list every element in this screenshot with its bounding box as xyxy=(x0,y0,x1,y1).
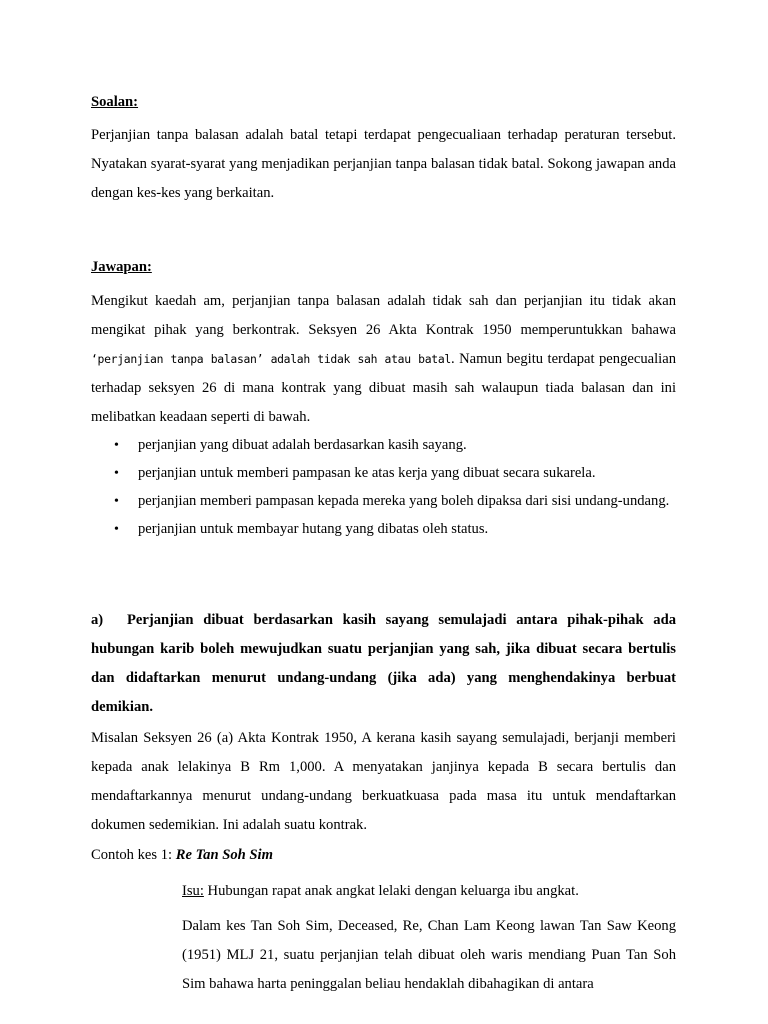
isu-label: Isu: xyxy=(182,883,204,899)
soalan-heading: Soalan: xyxy=(91,94,139,110)
case-label: Contoh kes 1: xyxy=(91,847,176,863)
list-item xyxy=(91,516,676,543)
case-1-line xyxy=(91,841,676,870)
intro-text-before: Mengikut kaedah am, perjanjian tanpa balasan adalah tidak sah dan perjanjian itu tidak akan mengikat pihak yang berkontrak. Seksyen 26 Akta Kontrak 1950 memperuntukkan bahawa xyxy=(91,293,676,338)
soalan-text: Perjanjian tanpa balasan adalah batal tetapi terdapat pengecualiaan terhadap peraturan tersebut. Nyatakan syarat-syarat yang menjadikan perjanjian tanpa balasan tidak batal. Sokong jawapan anda dengan kes-kes yang berkaitan. xyxy=(91,127,676,201)
list-item xyxy=(91,432,676,459)
intro-quote: ‘perjanjian tanpa balasan’ adalah tidak sah atau batal xyxy=(91,352,451,366)
list-item xyxy=(91,488,676,515)
jawapan-intro xyxy=(91,287,676,432)
intro-text-after: . Namun begitu terdapat pengecualian terhadap seksyen 26 di mana kontrak yang dibuat masih sah walaupun tiada balasan dan ini melibatkan keadaan seperti di bawah. xyxy=(91,351,676,425)
case-description: Dalam kes Tan Soh Sim, Deceased, Re, Chan Lam Keong lawan Tan Saw Keong (1951) MLJ 21, suatu perjanjian telah dibuat oleh waris mendiang Puan Tan Soh Sim bahawa harta peninggalan beliau hendaklah dibahagikan di antara xyxy=(182,918,676,992)
section-a-heading-text: Perjanjian dibuat berdasarkan kasih sayang semulajadi antara pihak-pihak ada hubungan karib boleh mewujudkan suatu perjanjian yang sah, jika dibuat secara bertulis dan didaftarkan menurut undang-undang (jika ada) yang menghendakinya berbuat demikian. xyxy=(91,612,676,715)
list-item-text: perjanjian untuk membayar hutang yang dibatas oleh status. xyxy=(138,521,489,537)
bullet-icon: • xyxy=(114,494,119,509)
list-item xyxy=(91,460,676,487)
section-a-example: Misalan Seksyen 26 (a) Akta Kontrak 1950, A kerana kasih sayang semulajadi, berjanji memberi kepada anak lelakinya B Rm 1,000. A menyatakan janjinya kepada B secara bertulis dan mendaftarkannya menurut undang-undang berkuatkuasa pada masa itu untuk mendaftarkan dokumen sedemikian. Ini adalah suatu kontrak. xyxy=(91,730,676,833)
section-a-heading xyxy=(91,606,676,722)
section-a-label: a) xyxy=(91,612,104,628)
list-item-text: perjanjian memberi pampasan kepada mereka yang boleh dipaksa dari sisi undang-undang. xyxy=(138,493,670,509)
isu-line xyxy=(182,877,676,906)
list-item-text: perjanjian untuk memberi pampasan ke atas kerja yang dibuat secara sukarela. xyxy=(138,465,596,481)
case-name: Re Tan Soh Sim xyxy=(175,847,273,863)
bullet-icon: • xyxy=(114,522,119,537)
isu-text: Hubungan rapat anak angkat lelaki dengan keluarga ibu angkat. xyxy=(203,883,579,899)
bullet-icon: • xyxy=(114,438,119,453)
exception-list xyxy=(91,432,676,544)
bullet-icon: • xyxy=(114,466,119,481)
list-item-text: perjanjian yang dibuat adalah berdasarkan kasih sayang. xyxy=(138,437,467,453)
jawapan-heading: Jawapan: xyxy=(91,259,152,275)
